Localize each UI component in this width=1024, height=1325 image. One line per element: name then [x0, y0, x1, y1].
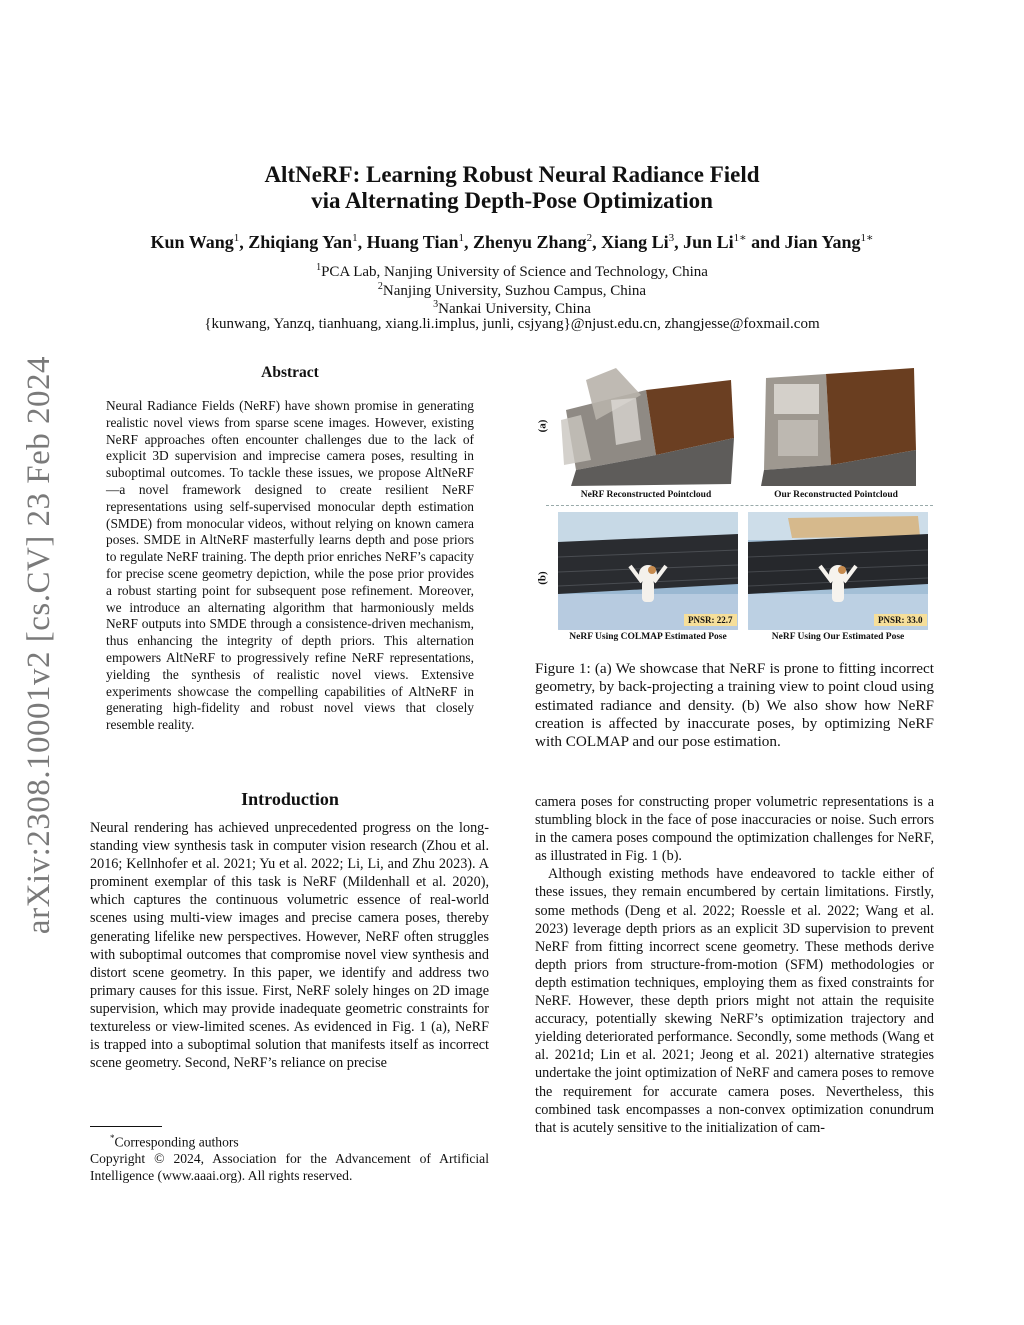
- footnote-corresponding: [90, 1130, 489, 1151]
- figure-caption: Figure 1: (a) We showcase that NeRF is prone to fitting incorrect geometry, by back-projecting a training view to point cloud using estimated radiance and density. (b) We also show how NeRF creation is affected by inaccurate poses, by optimizing NeRF with COLMAP and our pose estimation.: [535, 660, 934, 751]
- affiliation-text: Nankai University, China: [438, 301, 591, 317]
- pnsr-badge-colmap: PNSR: 22.7: [684, 614, 737, 626]
- author-separator: ,: [674, 232, 684, 252]
- author-name: Zhenyu Zhang: [473, 232, 587, 252]
- abstract-heading: Abstract: [261, 364, 319, 381]
- affiliation-mark: 3: [433, 299, 439, 310]
- author-affil-mark: 1: [233, 232, 240, 244]
- intro-column-right: [535, 793, 934, 1137]
- author-separator: ,: [239, 232, 249, 252]
- pnsr-badge-ours: PNSR: 33.0: [874, 614, 927, 626]
- nerf-pointcloud-image: [556, 360, 736, 488]
- author-list: [90, 231, 934, 253]
- author-name: Jun Li: [683, 232, 734, 252]
- author-separator: ,: [592, 232, 602, 252]
- figure-panel-divider: [546, 505, 933, 506]
- author-separator: ,: [464, 232, 473, 252]
- intro-paragraph-2: Although existing methods have endeavored to tackle either of these issues, they remain encumbered by certain limitations. Firstly, some methods (Deng et al. 2022; Roessle et al. 2022; Wang et al. 2023) leverage depth priors as an explicit 3D supervision to prevent NeRF from fitting incorrect scene geometry. These methods derive depth priors from structure-from-motion (SFM) methodologies or depth estimation techniques, employing them as fixed constraints for NeRF. However, these depth priors might not attain the requisite accuracy, potentially skewing NeRF’s optimization trajectory and yielding deteriorated performance. Secondly, some methods (Wang et al. 2021d; Lin et al. 2021; Jeong et al. 2021) alternative strategies undertake the joint optimization of NeRF and camera poses to remove the requirement for accurate camera poses. Nevertheless, this combined task encompasses a non-convex optimization conundrum that is acutely sensitive to the initialization of cam-: [535, 866, 934, 1136]
- figure-label-our-pointcloud: Our Reconstructed Pointcloud: [774, 490, 898, 500]
- figure-label-our-pose: NeRF Using Our Estimated Pose: [771, 632, 905, 642]
- affiliation-text: Nanjing University, Suzhou Campus, China: [382, 282, 647, 299]
- intro-paragraph-left: [90, 819, 489, 1072]
- abstract-body: Neural Radiance Fields (NeRF) have shown promise in generating realistic novel views from sparse scene images. However, existing NeRF approaches often encounter challenges due to the lack of explicit 3D supervision and imprecise camera poses, resulting in suboptimal outcomes. To tackle these issues, we propose AltNeRF—a novel framework designed to create resilient NeRF representations using self-supervised monocular depth estimation (SMDE) from monocular videos, without relying on known camera poses. SMDE in AltNeRF masterfully learns depth and pose priors to regulate NeRF training. The depth prior enriches NeRF’s capacity for precise scene geometry depiction, while the pose prior provides a robust starting point for subsequent pose refinement. Moreover, we introduce an alternating algorithm that harmoniously melds NeRF outputs into SMDE through a consistence-driven mechanism, thus enhancing the integrity of depth priors. This alternation empowers AltNeRF to progressively refine NeRF representations, yielding the synthesis of realistic novel views. Extensive experiments showcase the compelling capabilities of AltNeRF in generating high-fidelity and robust novel views that closely resemble reality.: [106, 398, 474, 733]
- our-pointcloud-image: [756, 360, 918, 488]
- author-separator: ,: [357, 232, 367, 252]
- author-name: Xiang Li: [601, 232, 669, 252]
- author-affil-mark: 1: [458, 232, 464, 244]
- footnote-mark: *: [110, 1133, 115, 1143]
- introduction-heading: Introduction: [241, 789, 339, 809]
- intro-paragraph-1-cont: camera poses for constructing proper volumetric representations is a stumbling block in the face of pose inaccuracies or noise. Such errors in the camera poses compound the optimization challenges for NeRF, as illustrated in Fig. 1 (b).: [535, 794, 934, 865]
- our-pose-render-image: [748, 512, 928, 630]
- author-affil-mark: 3: [668, 232, 675, 244]
- affiliation-mark: 2: [377, 280, 383, 292]
- author-separator: and: [746, 232, 785, 252]
- figure-label-nerf-pointcloud: NeRF Reconstructed Pointcloud: [580, 490, 712, 500]
- author-affil-mark: 1: [352, 232, 358, 244]
- author-affil-mark: 1∗: [860, 232, 874, 244]
- affiliation-mark: 1: [316, 262, 322, 273]
- affiliation-text: PCA Lab, Nanjing University of Science and Technology, China: [321, 264, 708, 280]
- arxiv-side-stamp: arXiv:2308.10001v2 [cs.CV] 23 Feb 2024: [21, 355, 57, 935]
- figure-panel-label-b: (b): [536, 571, 549, 585]
- footnote-rule: [90, 1126, 162, 1127]
- author-name: Huang Tian: [366, 232, 459, 252]
- author-name: Zhiqiang Yan: [248, 232, 353, 252]
- paper-title-line-2: via Alternating Depth-Pose Optimization: [311, 188, 713, 213]
- author-affil-mark: 2: [586, 232, 593, 244]
- figure-panel-label-a: (a): [536, 419, 549, 433]
- paper-title-line-1: AltNeRF: Learning Robust Neural Radiance Field: [264, 162, 760, 187]
- copyright-notice: Copyright © 2024, Association for the Advancement of Artificial Intelligence (www.aaai.org). All rights reserved.: [90, 1151, 489, 1183]
- author-emails: {kunwang, Yanzq, tianhuang, xiang.li.implus, junli, csjyang}@njust.edu.cn, zhangjesse@foxmail.com: [204, 315, 820, 332]
- footnote-corresponding-text: Corresponding authors: [114, 1134, 239, 1150]
- figure-label-colmap-pose: NeRF Using COLMAP Estimated Pose: [569, 632, 727, 642]
- intro-paragraph-1: Neural rendering has achieved unprecedented progress on the long-standing view synthesis task in computer vision research (Zhou et al. 2016; Kellnhofer et al. 2021; Yu et al. 2022; Li, Li, and Zhu 2023). A prominent exemplar of this task is NeRF (Mildenhall et al. 2020), which captures the continuous volumetric essence of real-world scenes using multi-view images and precise camera poses, thereby generating lifelike new perspectives. However, NeRF often struggles with suboptimal outcomes that compromise novel view synthesis and distort scene geometry. In this paper, we identify and address two primary causes for this issue. First, NeRF solely hinges on 2D image supervision, which may provide inadequate geometric constraints for textureless or view-limited scenes. As evidenced in Fig. 1 (a), NeRF is trapped into a suboptimal solution that manifests itself as incorrect scene geometry. Second, NeRF’s reliance on precise: [90, 820, 489, 1072]
- author-name: Jian Yang: [784, 232, 861, 252]
- colmap-pose-render-image: [558, 512, 738, 630]
- author-name: Kun Wang: [150, 232, 234, 252]
- author-affil-mark: 1∗: [733, 232, 747, 244]
- footnote: [90, 1130, 489, 1184]
